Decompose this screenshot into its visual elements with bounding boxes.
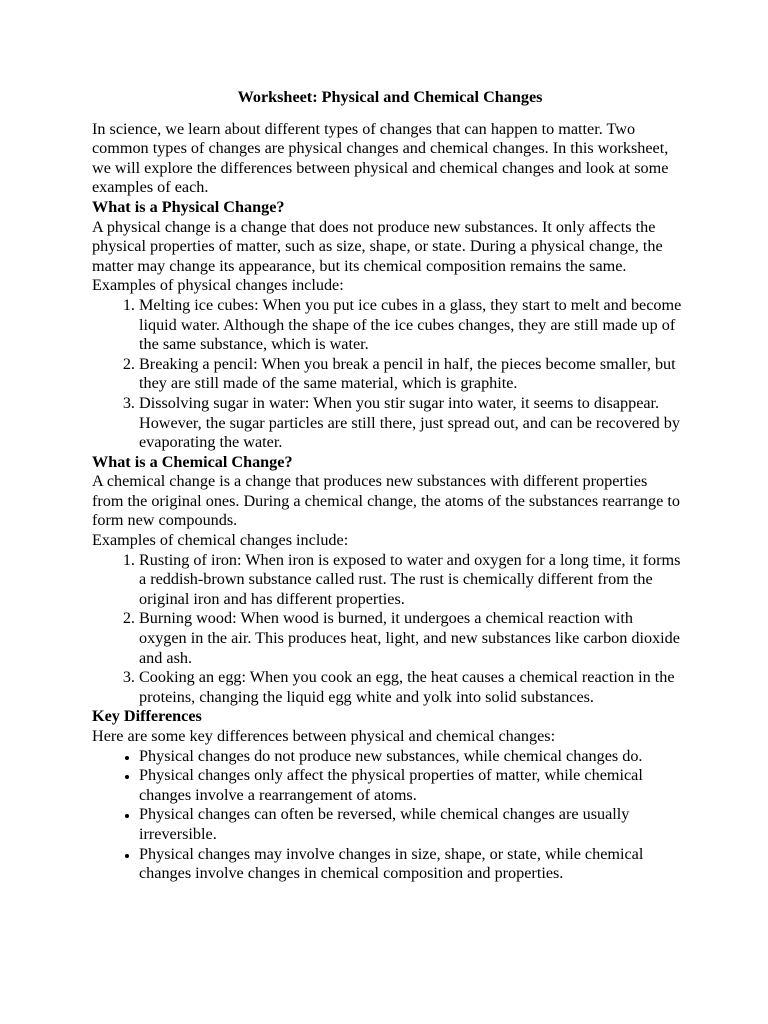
list-item: 3. Cooking an egg: When you cook an egg, the heat causes a chemical reaction in the proteins, changing the liquid egg white and yolk into solid substances. — [139, 668, 682, 707]
physical-change-description: A physical change is a change that does not produce new substances. It only affects the physical properties of matter, such as size, shape, or state. During a physical change, the matter may change its appearance, but its chemical composition remains the same. — [92, 217, 663, 275]
list-item: 3. Dissolving sugar in water: When you stir sugar into water, it seems to disappear. However, the sugar particles are still there, just spread out, and can be recovered by evaporating the water. — [139, 394, 682, 453]
list-item: • Physical changes do not produce new substances, while chemical changes do. — [139, 747, 682, 767]
list-item: 2. Breaking a pencil: When you break a pencil in half, the pieces become smaller, but they are still made of the same material, which is graphite. — [139, 355, 682, 394]
page-title: Worksheet: Physical and Chemical Changes — [237, 88, 543, 106]
list-item: • Physical changes only affect the physical properties of matter, while chemical changes involve a rearrangement of atoms. — [139, 766, 682, 805]
chemical-change-heading: What is a Chemical Change? — [92, 452, 293, 471]
list-item: • Physical changes can often be reversed, while chemical changes are usually irreversible. — [139, 805, 682, 844]
list-item: • Physical changes may involve changes in size, shape, or state, while chemical changes involve changes in chemical composition and properties. — [139, 845, 682, 884]
key-differences-intro: Here are some key differences between physical and chemical changes: — [92, 727, 556, 745]
physical-examples-list — [92, 296, 682, 453]
key-differences-heading: Key Differences — [92, 707, 202, 726]
list-item: 1. Rusting of iron: When iron is exposed to water and oxygen for a long time, it forms a reddish-brown substance called rust. The rust is chemically different from the original iron and has different properties. — [139, 551, 682, 610]
physical-examples-intro: Examples of physical changes include: — [92, 276, 344, 295]
list-item: 2. Burning wood: When wood is burned, it undergoes a chemical reaction with oxygen in the air. This produces heat, light, and new substances like carbon dioxide and ash. — [139, 609, 682, 668]
key-differences-list — [92, 747, 682, 884]
chemical-change-description: A chemical change is a change that produces new substances with different properties from the original ones. During a chemical change, the atoms of the substances rearrange to form new compounds. — [92, 472, 680, 530]
chemical-examples-list — [92, 551, 682, 708]
worksheet-page — [92, 88, 682, 884]
physical-change-heading: What is a Physical Change? — [92, 197, 285, 216]
intro-paragraph: In science, we learn about different types of changes that can happen to matter. Two common types of changes are physical changes and chemical changes. In this worksheet, we will explore the differences between physical and chemical changes and look at some examples of each. — [92, 119, 669, 197]
list-item: 1. Melting ice cubes: When you put ice cubes in a glass, they start to melt and become liquid water. Although the shape of the ice cubes changes, they are still made up of the same substance, which is water. — [139, 296, 682, 355]
chemical-examples-intro: Examples of chemical changes include: — [92, 531, 349, 550]
